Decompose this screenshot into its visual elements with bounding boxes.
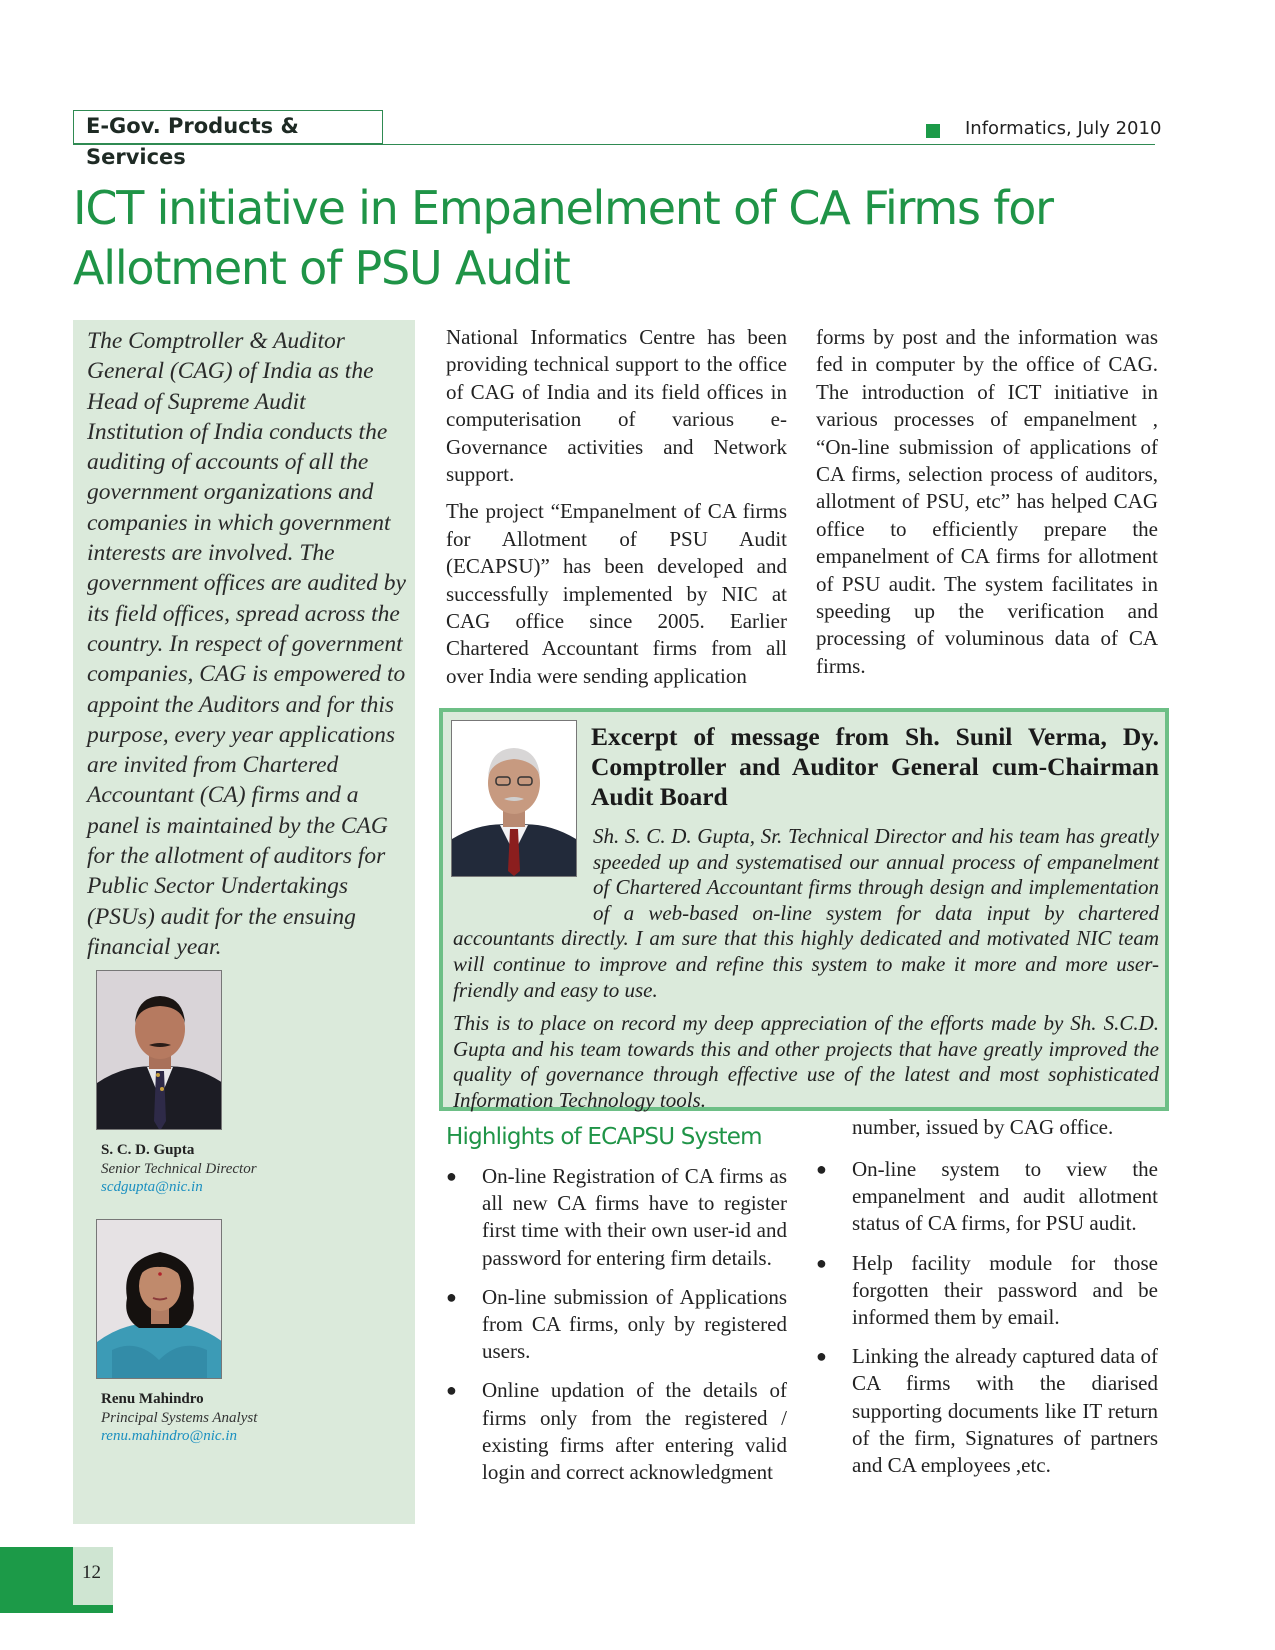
- header-rule: [73, 144, 1155, 145]
- excerpt-body: [453, 824, 1159, 1122]
- body-paragraph: The project “Empanelment of CA firms for Allotment of PSU Audit (ECAPSU)” has been developed and successfully implemented by NIC at CAG office since 2005. Earlier Chartered Accountant firms from all over India were sending application: [446, 499, 787, 688]
- author-email-link[interactable]: scdgupta@nic.in: [101, 1179, 203, 1195]
- highlights-list-right: [816, 1156, 1158, 1491]
- bullet-icon: ●: [446, 1380, 457, 1401]
- bullet-icon: ●: [816, 1252, 827, 1273]
- body-column-1: [446, 324, 787, 700]
- body-paragraph: National Informatics Centre has been providing technical support to the office of CAG of India and its field offices in computerisation of various e-Governance activities and Network support.: [446, 325, 787, 487]
- list-item: ● Help facility module for those forgotten their password and be informed them by email.: [816, 1250, 1158, 1330]
- bullet-icon: ●: [446, 1286, 457, 1307]
- page-number-bar: [73, 1605, 113, 1613]
- author-name: Renu Mahindro: [101, 1391, 204, 1407]
- body-paragraph: forms by post and the information was fed in computer by the office of CAG. The introduction of ICT initiative in various processes of empanelment , “On-line submission of applications of CA firms, selection process of auditors, allotment of PSU, etc” has helped CAG office to efficiently prepare the empanelment of CA firms for allotment of PSU audit. The system facilitates in speeding up the verification and processing of voluminous data of CA firms.: [816, 325, 1158, 678]
- author-photo-mahindro: [96, 1219, 222, 1379]
- list-item: ● On-line system to view the empanelment and audit allotment status of CA firms, for PSU audit.: [816, 1157, 1158, 1236]
- excerpt-heading: Excerpt of message from Sh. Sunil Verma, Dy. Comptroller and Auditor General cum-Chairman Audit Board: [591, 722, 1159, 811]
- footer-corner-bar: [0, 1605, 73, 1613]
- bullet-icon: ●: [816, 1346, 827, 1367]
- section-tag: E-Gov. Products & Services: [73, 110, 383, 144]
- excerpt-paragraph: Sh. S. C. D. Gupta, Sr. Technical Director and his team has greatly speeded up and systematised our annual process of empanelment of Chartered Accountant firms through design and implementation of a web-based on-line system for data input by chartered accountants directly. I am sure that this highly dedicated and motivated NIC team will continue to improve and refine this system to make it more and more user-friendly and easy to use.: [453, 824, 1159, 1002]
- author-card-gupta: [101, 1141, 257, 1197]
- message-excerpt-box: [439, 708, 1169, 1111]
- sidebar-intro: The Comptroller & Auditor General (CAG) of India as the Head of Supreme Audit Institution of India conducts the auditing of accounts of all the government organizations and companies in which government interests are involved. The government offices are audited by its field offices, spread across the country. In respect of government companies, CAG is empowered to appoint the Auditors and for this purpose, every year applications are invited from Chartered Accountant (CA) firms and a panel is maintained by the CAG for the allotment of auditors for Public Sector Undertakings (PSUs) audit for the ensuing financial year.: [87, 328, 406, 960]
- author-email-link[interactable]: renu.mahindro@nic.in: [101, 1428, 238, 1444]
- bullet-icon: ●: [816, 1159, 827, 1179]
- bullet-icon: ●: [446, 1166, 457, 1186]
- author-role: Senior Technical Director: [101, 1160, 257, 1177]
- author-role: Principal Systems Analyst: [101, 1409, 258, 1426]
- list-item: ● Online updation of the details of firms only from the registered / existing firms after entering valid login and correct acknowledgment: [446, 1378, 787, 1485]
- list-item: ● Linking the already captured data of CA firms with the diarised supporting documents like IT return of the firm, Signatures of partners and CA employees ,etc.: [816, 1344, 1158, 1478]
- highlights-continuation: number, issued by CAG office.: [852, 1115, 1114, 1139]
- list-item: ● On-line Registration of CA firms as all new CA firms have to register first time with their own user-id and password for entering firm details.: [446, 1164, 787, 1270]
- issue-label: Informatics, July 2010: [965, 118, 1162, 139]
- list-item: ● On-line submission of Applications from CA firms, only by registered users.: [446, 1284, 787, 1364]
- author-name: S. C. D. Gupta: [101, 1142, 195, 1158]
- header-square-marker: [926, 124, 940, 138]
- excerpt-paragraph: This is to place on record my deep appreciation of the efforts made by Sh. S.C.D. Gupta and his team towards this and other projects that have greatly improved the quality of governance through effective use of the latest and most sophisticated Information Technology tools.: [453, 1011, 1159, 1112]
- footer-corner-block: [0, 1547, 73, 1605]
- highlights-list-left: [446, 1163, 787, 1498]
- body-column-2: [816, 324, 1158, 690]
- author-card-mahindro: [101, 1390, 257, 1446]
- author-photo-gupta: [96, 970, 222, 1130]
- highlights-heading: Highlights of ECAPSU System: [446, 1124, 762, 1150]
- sidebar-panel: [73, 320, 415, 1524]
- page-number: 12: [82, 1562, 101, 1583]
- article-title: ICT initiative in Empanelment of CA Firms for Allotment of PSU Audit: [73, 181, 1053, 295]
